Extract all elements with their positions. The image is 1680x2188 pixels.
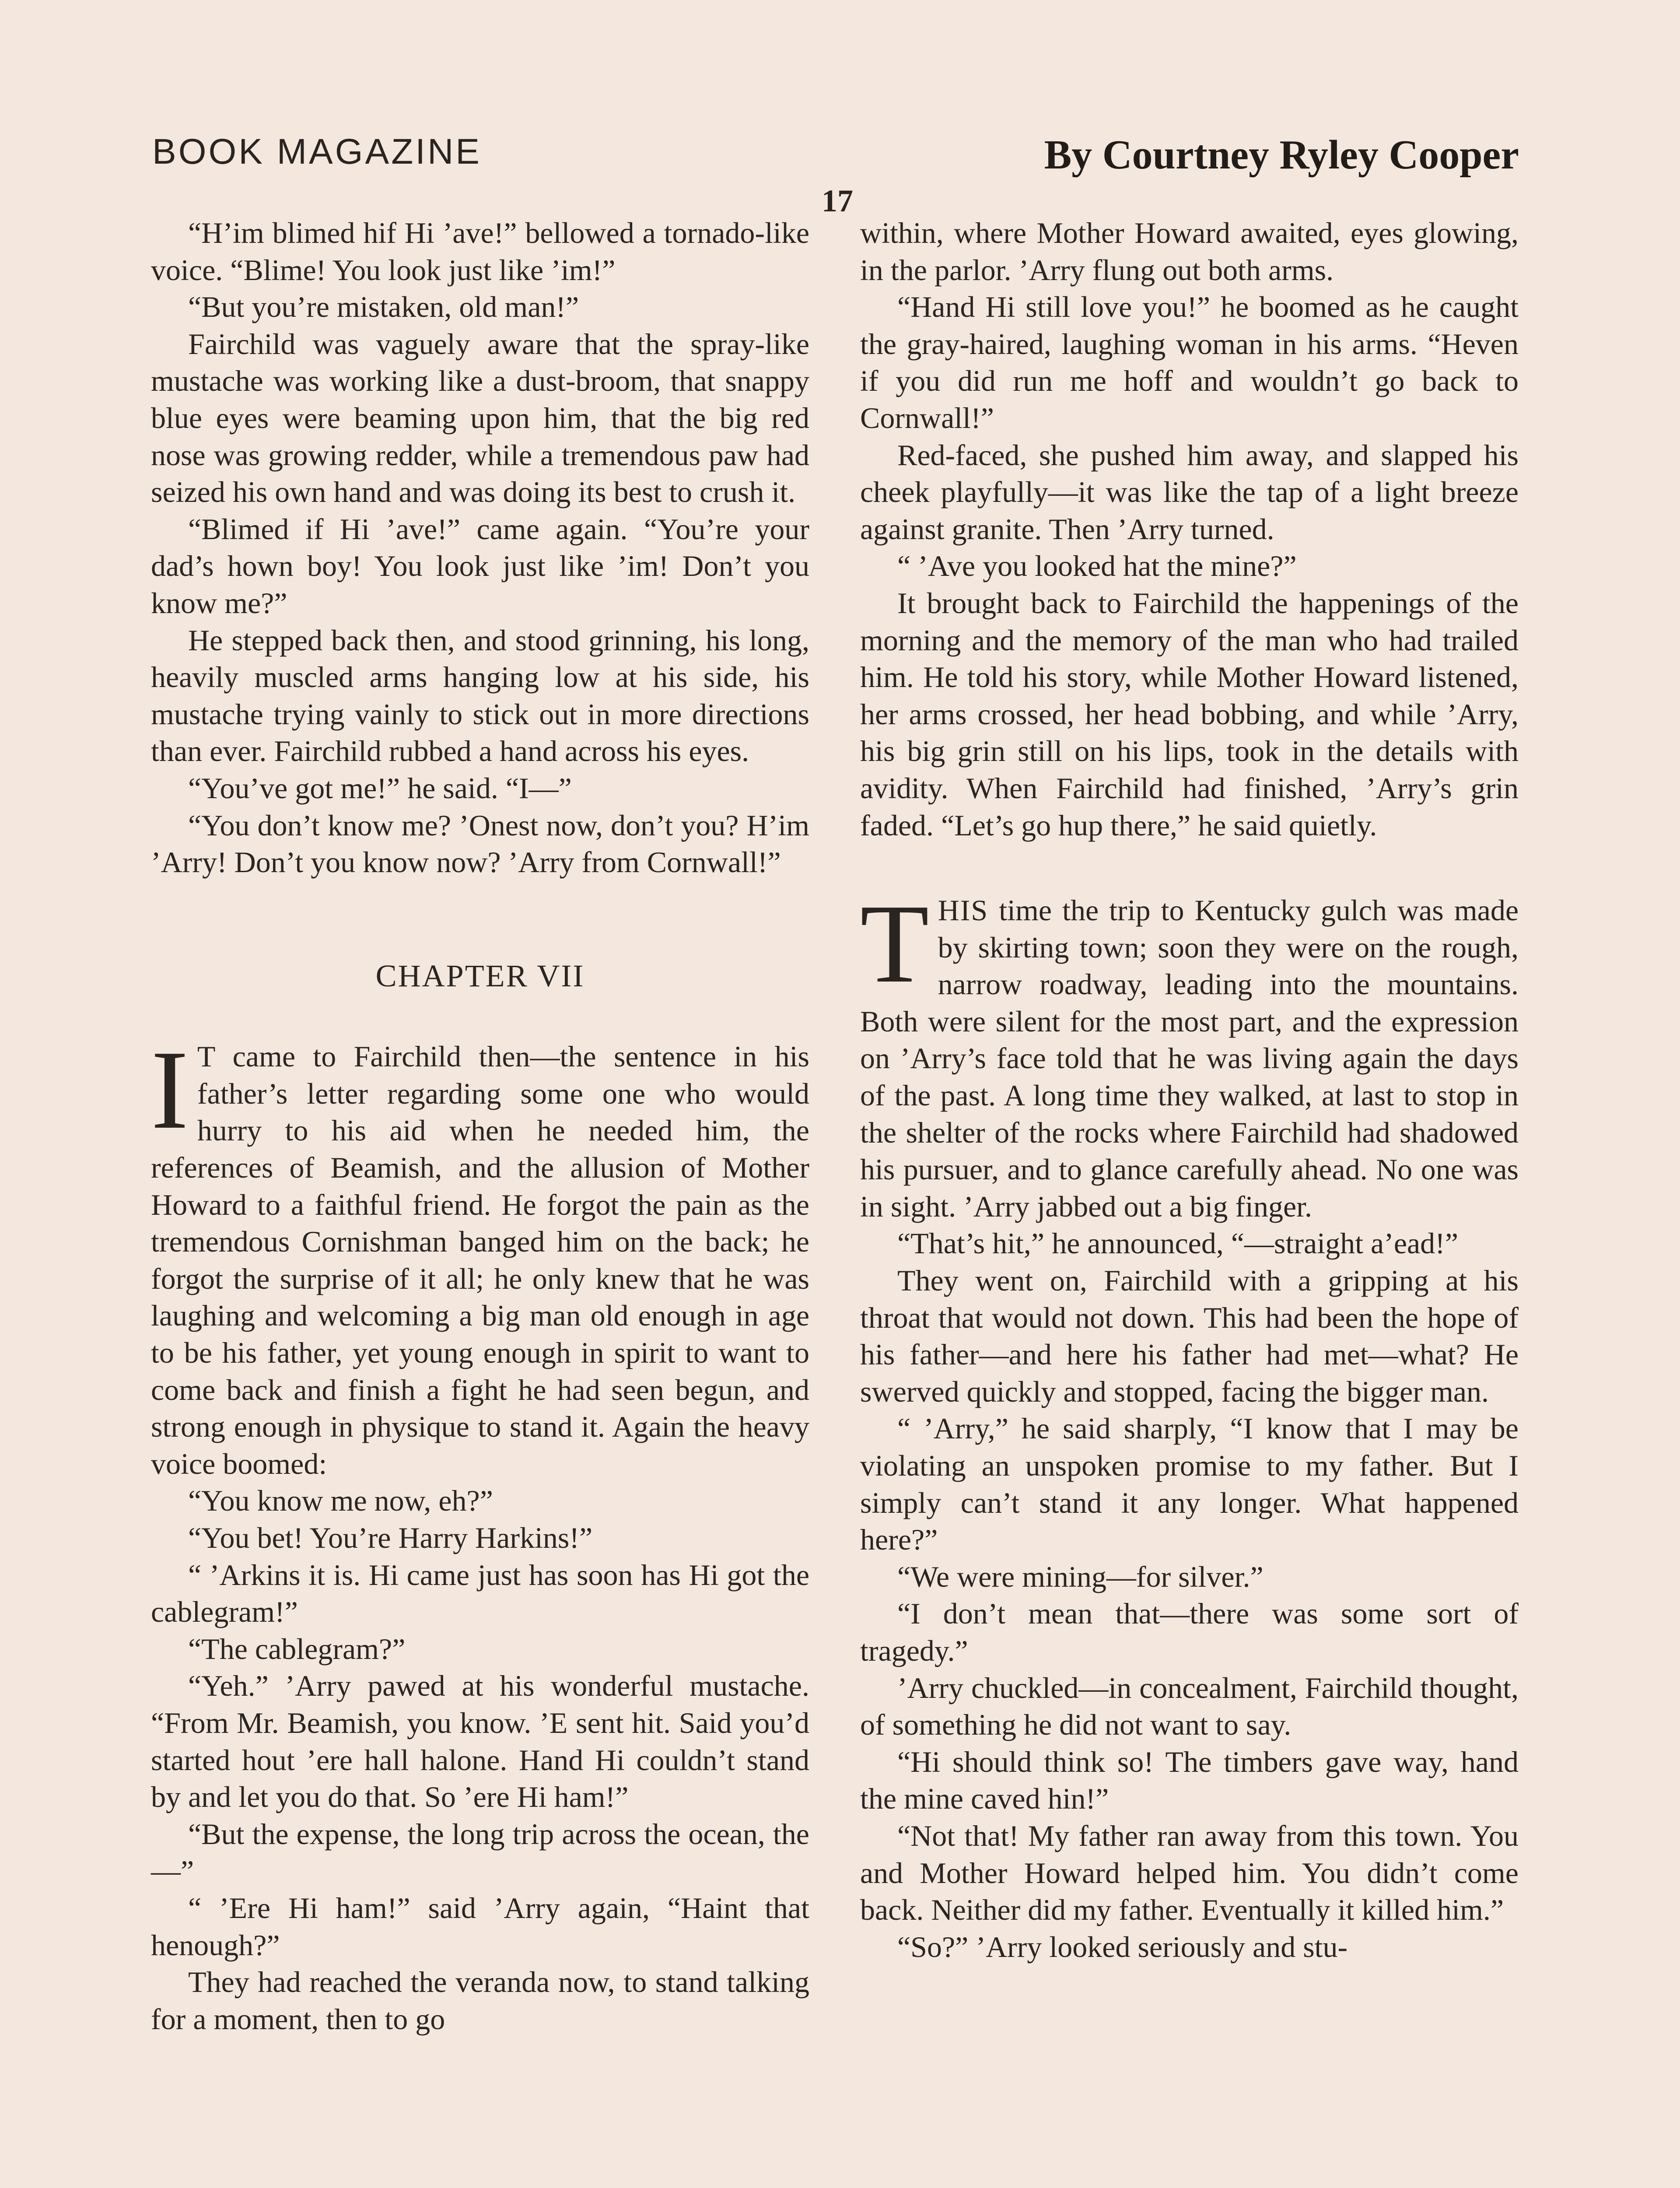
paragraph: “I don’t mean that—there was some sort of tragedy.” [860,1597,1519,1667]
paragraph: Red-faced, she pushed him away, and slapped his cheek playfully—it was like the tap of a light breeze against granite. Then ’Arry turned. [860,438,1519,546]
paragraph: They had reached the veranda now, to stand talking for a moment, then to go [151,1965,809,2036]
paragraph: “Not that! My father ran away from this town. You and Mother Howard helped him. You didn’t come back. Neither did my father. Eventually it killed him.” [860,1819,1519,1927]
paragraph: “But you’re mistaken, old man!” [188,290,579,324]
drop-cap: T [860,881,929,1006]
chapter-opening-paragraph [151,1027,809,1482]
paragraph: “H’im blimed hif Hi ’ave!” bellowed a tornado-like voice. “Blime! You look just like ’im!” [151,216,809,287]
paragraph: “Hi should think so! The timbers gave way, hand the mine caved hin!” [860,1745,1519,1816]
paragraph-text: time the trip to Kentucky gulch was made by skirting town; soon they were on the rough, narrow roadway, leading into the mountains. Both were silent for the most part, and the expression on ’Arry’s face told that he was living again the days of the past. A long time they walked, at last to stop in the shelter of the rocks where Fairchild had shadowed his pursuer, and to glance carefully ahead. No one was in sight. ’Arry jabbed out a big finger. [860,894,1519,1223]
paragraph: He stepped back then, and stood grinning, his long, heavily muscled arms hanging low at his side, his mustache trying vainly to stick out in more directions than ever. Fairchild rubbed a hand across his eyes. [151,623,809,768]
paragraph: “You bet! You’re Harry Harkins!” [188,1521,593,1554]
page-number: 17 [822,183,853,218]
paragraph: “But the expense, the long trip across the ocean, the—” [151,1817,809,1888]
paragraph: “Yeh.” ’Arry pawed at his wonderful mustache. “From Mr. Beamish, you know. ’E sent hit. Said you’d started hout ’ere hall halone. Hand Hi couldn’t stand by and let you do that. So ’ere Hi ham!” [151,1669,809,1814]
chapter-heading: CHAPTER VII [375,958,585,993]
drop-cap: I [151,1027,189,1153]
paragraph: They went on, Fairchild with a gripping at his throat that would not down. This had been the hope of his father—and here his father had met—what? He swerved quickly and stopped, facing the bigger man. [860,1264,1519,1408]
lead-in-word: HIS [938,894,989,927]
magazine-title: BOOK MAGAZINE [152,132,482,172]
paragraph: Fairchild was vaguely aware that the spray-like mustache was working like a dust-broom, that snappy blue eyes were beaming upon him, that the big red nose was growing redder, while a tremendous paw had seized his own hand and was doing its best to crush it. [151,327,809,509]
section-break [860,844,1519,892]
right-column [860,214,1519,1965]
paragraph-text: T came to Fairchild then—the sentence in his father’s letter regarding some one who would hurry to his aid when he needed him, the references of Beamish, and the allusion of Mother Howard to a faithful friend. He forgot the pain as the tremendous Cornishman banged him on the back; he forgot the surprise of it all; he only knew that he was laughing and welcoming a big man old enough in age to be his father, yet young enough in spirit to want to come back and finish a fight he had seen begun, and strong enough in physique to stand it. Again the heavy voice boomed: [151,1040,809,1480]
paragraph: “Hand Hi still love you!” he boomed as he caught the gray-haired, laughing woman in his arms. “Heven if you did run me hoff and wouldn’t go back to Cornwall!” [860,290,1519,435]
paragraph: “You know me now, eh?” [188,1484,493,1518]
paragraph: “You don’t know me? ’Onest now, don’t you? H’im ’Arry! Don’t you know now? ’Arry from Cornwall!” [151,808,809,879]
author-byline: By Courtney Ryley Cooper [1044,132,1519,178]
paragraph: within, where Mother Howard awaited, eyes glowing, in the parlor. ’Arry flung out both arms. [860,216,1519,287]
paragraph: ’Arry chuckled—in concealment, Fairchild thought, of something he did not want to say. [860,1671,1519,1742]
paragraph: “You’ve got me!” he said. “I—” [188,771,572,805]
paragraph: “The cablegram?” [188,1632,406,1666]
left-column [151,214,809,2037]
paragraph: “ ’Ere Hi ham!” said ’Arry again, “Haint that henough?” [151,1891,809,1962]
paragraph: It brought back to Fairchild the happenings of the morning and the memory of the man who had trailed him. He told his story, while Mother Howard listened, her arms crossed, her head bobbing, and while ’Arry, his big grin still on his lips, took in the details with avidity. When Fairchild had finished, ’Arry’s grin faded. “Let’s go hup there,” he said quietly. [860,586,1519,842]
paragraph: “So?” ’Arry looked seriously and stu- [897,1930,1348,1964]
paragraph: “Blimed if Hi ’ave!” came again. “You’re your dad’s hown boy! You look just like ’im! Don’t you know me?” [151,512,809,620]
paragraph: “ ’Arkins it is. Hi came just has soon has Hi got the cablegram!” [151,1558,809,1629]
paragraph: “ ’Ave you looked hat the mine?” [897,549,1297,583]
section-opening-paragraph [860,881,1519,1225]
paragraph: “We were mining—for silver.” [897,1560,1264,1593]
paragraph: “That’s hit,” he announced, “—straight a’ead!” [897,1227,1459,1260]
paragraph: “ ’Arry,” he said sharply, “I know that I may be violating an unspoken promise to my father. But I simply can’t stand it any longer. What happened here?” [860,1412,1519,1557]
